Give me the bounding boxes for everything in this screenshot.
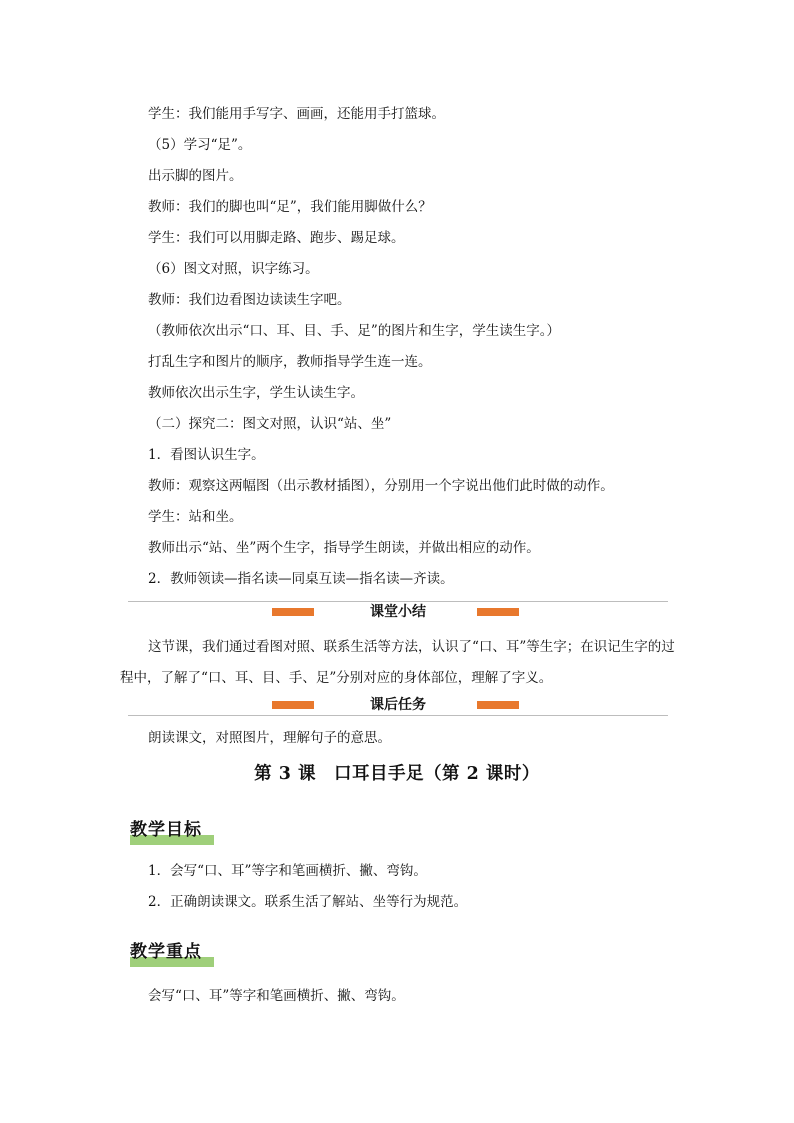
- key-point-paragraph: 会写“口、耳”等字和笔画横折、撇、弯钩。: [148, 988, 405, 1004]
- paragraph: 教师：我们的脚也叫“足”，我们能用脚做什么？: [148, 199, 432, 215]
- section-title: 课后任务: [370, 697, 426, 713]
- lesson-title: 第 3 课 口耳目手足（第 2 课时）: [254, 764, 540, 784]
- paragraph: 教师依次出示生字，学生认读生字。: [148, 385, 364, 401]
- objective-item: 2．正确朗读课文。联系生活了解站、坐等行为规范。: [148, 894, 468, 910]
- paragraph: （二）探究二：图文对照，认识“站、坐”: [148, 416, 392, 432]
- divider-line: [128, 601, 668, 602]
- section-divider-homework: [128, 694, 668, 716]
- paragraph: （教师依次出示“口、耳、目、手、足”的图片和生字，学生读生字。）: [148, 323, 561, 339]
- heading-key-points: [128, 940, 202, 970]
- paragraph: （6）图文对照，识字练习。: [148, 261, 319, 277]
- paragraph: 教师：观察这两幅图（出示教材插图），分别用一个字说出他们此时做的动作。: [148, 478, 614, 494]
- summary-paragraph: 这节课，我们通过看图对照、联系生活等方法，认识了“口、耳”等生字；在识记生字的过程中，了解了“口、耳、目、手、足”分别对应的身体部位，理解了字义。: [120, 639, 675, 686]
- paragraph: 出示脚的图片。: [148, 168, 243, 184]
- paragraph: 学生：站和坐。: [148, 509, 243, 525]
- paragraph: 教师出示“站、坐”两个生字，指导学生朗读，并做出相应的动作。: [148, 540, 540, 556]
- paragraph: （5）学习“足”。: [148, 137, 252, 153]
- paragraph: 学生：我们可以用脚走路、跑步、踢足球。: [148, 230, 405, 246]
- paragraph: 2．教师领读—指名读—同桌互读—指名读—齐读。: [148, 571, 454, 587]
- paragraph: 教师：我们边看图边读读生字吧。: [148, 292, 351, 308]
- section-divider-summary: [128, 601, 668, 623]
- paragraph: 1．看图认识生字。: [148, 447, 265, 463]
- divider-line: [128, 715, 668, 716]
- paragraph: 学生：我们能用手写字、画画，还能用手打篮球。: [148, 106, 445, 122]
- heading-text: 教学目标: [130, 820, 202, 840]
- heading-objectives: [128, 818, 202, 848]
- objective-item: 1．会写“口、耳”等字和笔画横折、撇、弯钩。: [148, 863, 427, 879]
- heading-text: 教学重点: [130, 942, 202, 962]
- paragraph: 打乱生字和图片的顺序，教师指导学生连一连。: [148, 354, 432, 370]
- homework-paragraph: 朗读课文，对照图片，理解句子的意思。: [148, 730, 391, 746]
- section-title: 课堂小结: [370, 604, 426, 620]
